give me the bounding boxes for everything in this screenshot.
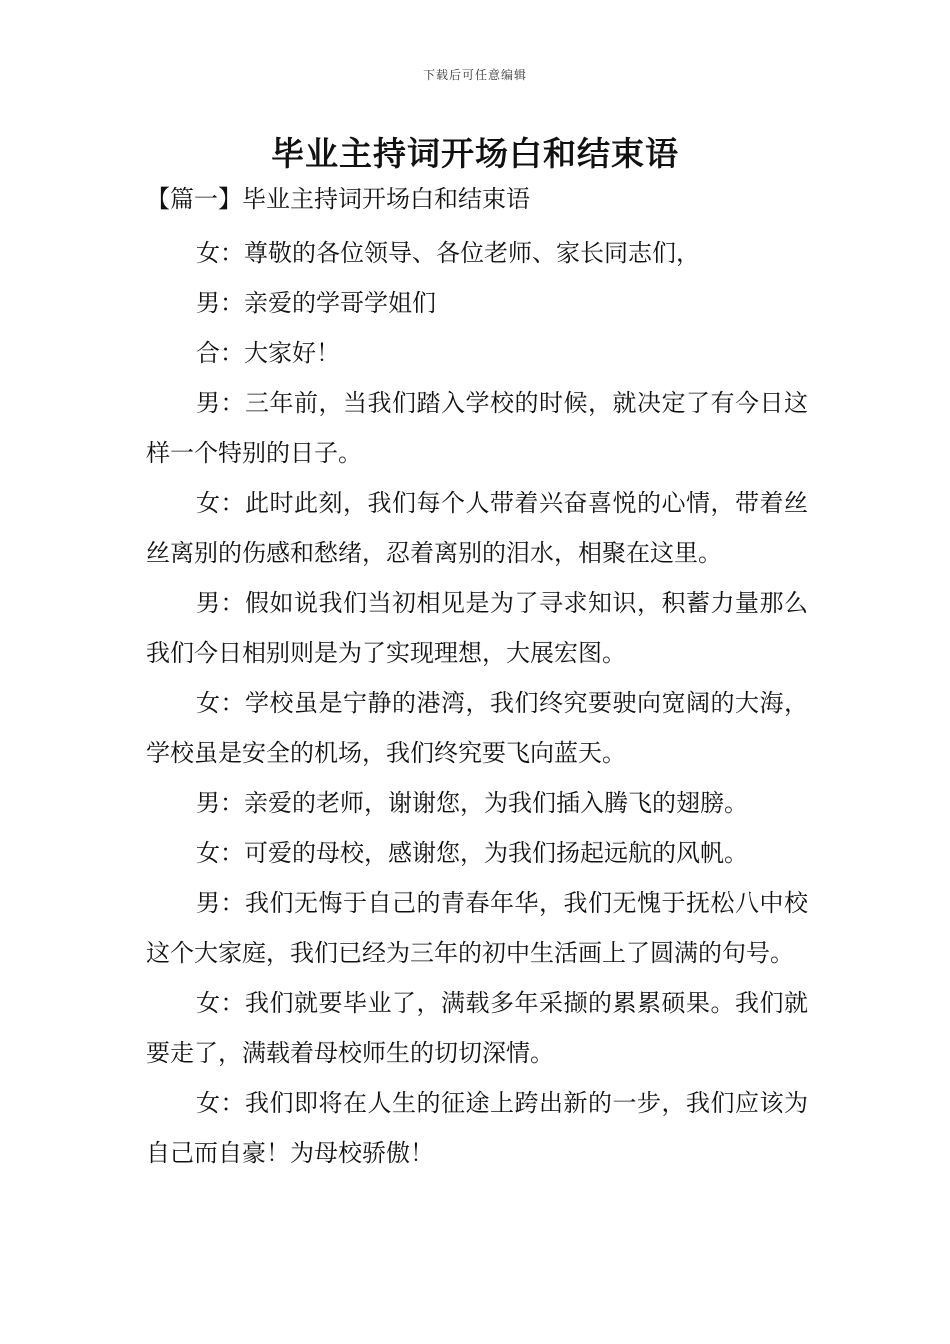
paragraph: 合：大家好！ bbox=[196, 339, 340, 367]
document-title: 毕业主持词开场白和结束语 bbox=[271, 134, 679, 173]
paragraph: 男：亲爱的老师，谢谢您，为我们插入腾飞的翅膀。 bbox=[196, 789, 748, 817]
paragraph: 男：亲爱的学哥学姐们 bbox=[196, 289, 436, 317]
section-heading: 【篇一】毕业主持词开场白和结束语 bbox=[146, 185, 530, 213]
paragraph: 女：我们即将在人生的征途上跨出新的一步，我们应该为自己而自豪！为母校骄傲！ bbox=[146, 1089, 808, 1167]
paragraph: 女：可爱的母校，感谢您，为我们扬起远航的风帆。 bbox=[196, 839, 748, 867]
paragraph: 女：尊敬的各位领导、各位老师、家长同志们， bbox=[196, 239, 700, 267]
header-note: 下载后可任意编辑 bbox=[422, 68, 527, 82]
paragraph: 男：假如说我们当初相见是为了寻求知识，积蓄力量那么我们今日相别则是为了实现理想，大展宏图。 bbox=[146, 589, 808, 667]
paragraph: 女：我们就要毕业了，满载多年采撷的累累硕果。我们就要走了，满载着母校师生的切切深情。 bbox=[146, 989, 808, 1067]
paragraph: 男：我们无悔于自己的青春年华，我们无愧于抚松八中校这个大家庭，我们已经为三年的初中生活画上了圆满的句号。 bbox=[146, 889, 808, 967]
paragraph: 女：学校虽是宁静的港湾，我们终究要驶向宽阔的大海，学校虽是安全的机场，我们终究要飞向蓝天。 bbox=[146, 689, 808, 767]
document-body bbox=[146, 178, 808, 1178]
paragraph: 男：三年前，当我们踏入学校的时候，就决定了有今日这样一个特别的日子。 bbox=[146, 389, 808, 467]
paragraph: 女：此时此刻，我们每个人带着兴奋喜悦的心情，带着丝丝离别的伤感和愁绪，忍着离别的泪水，相聚在这里。 bbox=[146, 489, 808, 567]
